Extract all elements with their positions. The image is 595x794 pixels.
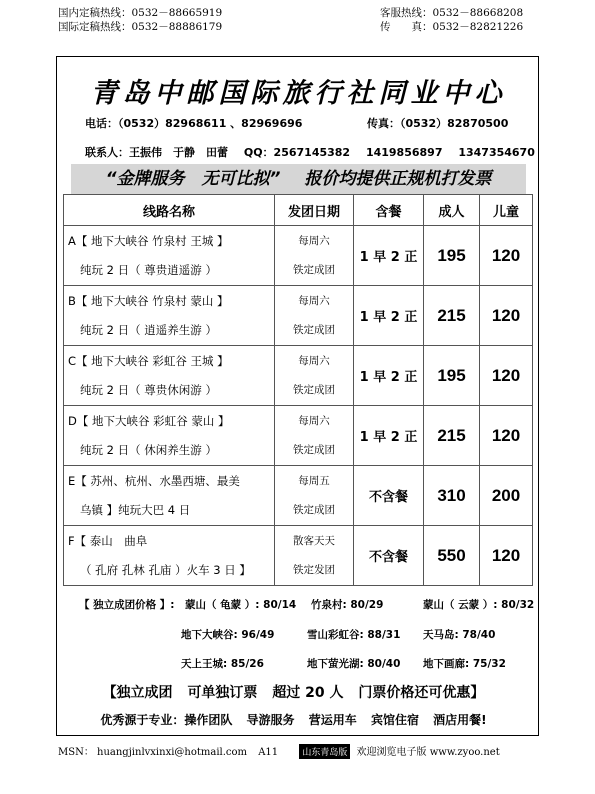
price-wangcheng: 天上王城: 85/26	[181, 658, 264, 670]
table-header-row	[64, 195, 533, 226]
promo-item: 可单独订票	[187, 685, 258, 701]
promo-item: 门票价格还可优惠】	[358, 685, 485, 701]
msn-contact: MSN： huangjinlvxinxi@hotmail.com	[58, 747, 248, 758]
table-row	[64, 406, 533, 466]
adult-price: 195	[424, 226, 480, 286]
service-hotline: 客服热线：0532－88668208	[380, 7, 524, 19]
meals: 不含餐	[354, 526, 424, 586]
advantage-item: 酒店用餐!	[433, 713, 487, 727]
departure: 每周六 铁定成团	[275, 226, 354, 286]
child-price: 120	[480, 286, 533, 346]
price-mengshan-yunmeng: 蒙山（ 云蒙 ）: 80/32	[423, 599, 535, 611]
child-price: 120	[480, 346, 533, 406]
adult-price: 215	[424, 406, 480, 466]
domestic-hotline: 国内定稿热线：0532－88665919	[58, 7, 223, 19]
price-grand-canyon: 地下大峡谷: 96/49	[181, 629, 275, 641]
route-table	[63, 194, 533, 586]
agency-phone: 电话：（0532）82968611 、82969696	[85, 117, 303, 130]
price-firefly-lake: 地下萤光湖: 80/40	[307, 658, 401, 670]
table-row	[64, 526, 533, 586]
price-tianmadao: 天马岛: 78/40	[423, 629, 496, 641]
header-meals: 含餐	[354, 195, 424, 226]
promo-item: 【独立成团	[102, 685, 173, 701]
header-route-name: 线路名称	[64, 195, 275, 226]
edition-badge: 山东青岛版	[299, 744, 350, 759]
table-row	[64, 226, 533, 286]
departure: 每周六 铁定成团	[275, 406, 354, 466]
route-name: E【 苏州、杭州、水墨西塘、最美 乌镇 】纯玩大巴 4 日	[64, 466, 275, 526]
price-mengshan-guimeng: 蒙山（ 龟蒙 ）: 80/14	[185, 599, 297, 611]
group-price-label: 【 独立成团价格 】:	[79, 599, 175, 611]
header-child: 儿童	[480, 195, 533, 226]
child-price: 120	[480, 406, 533, 466]
contact-people	[85, 144, 547, 160]
fax-hotline: 传 真：0532－82821226	[380, 21, 524, 33]
hotlines-right	[380, 6, 523, 34]
price-zhuquancun: 竹泉村: 80/29	[311, 599, 384, 611]
table-row	[64, 346, 533, 406]
advantage-item: 宾馆住宿	[370, 713, 419, 727]
slogan-invoice: 报价均提供正规机打发票	[304, 169, 492, 189]
departure: 每周五 铁定成团	[275, 466, 354, 526]
page-number: A11	[258, 747, 279, 758]
child-price: 120	[480, 526, 533, 586]
departure: 散客天天 铁定发团	[275, 526, 354, 586]
advantage-item: 优秀源于专业：操作团队	[100, 713, 233, 727]
intl-hotline: 国际定稿热线：0532－88886179	[58, 21, 223, 33]
route-name: B【 地下大峡谷 竹泉村 蒙山 】 纯玩 2 日（ 逍遥养生游 ）	[64, 286, 275, 346]
advantage-item: 导游服务	[246, 713, 295, 727]
adult-price: 215	[424, 286, 480, 346]
advantages-line	[57, 711, 540, 728]
meals: 1 早 2 正	[354, 406, 424, 466]
agency-fax: 传真：（0532）82870500	[367, 117, 509, 130]
ad-frame	[56, 56, 539, 736]
adult-price: 195	[424, 346, 480, 406]
adult-price: 310	[424, 466, 480, 526]
meals: 不含餐	[354, 466, 424, 526]
price-gallery: 地下画廊: 75/32	[423, 658, 506, 670]
table-row	[64, 466, 533, 526]
adult-price: 550	[424, 526, 480, 586]
contact-names: 联系人：王振伟 于静 田蕾	[85, 146, 228, 159]
qq-1: QQ：2567145382	[243, 146, 351, 159]
price-rainbow-valley: 雪山彩虹谷: 88/31	[307, 629, 401, 641]
route-name: D【 地下大峡谷 彩虹谷 蒙山 】 纯玩 2 日（ 休闲养生游 ）	[64, 406, 275, 466]
advantage-item: 营运用车	[308, 713, 357, 727]
qq-3: 1347354670	[458, 146, 535, 159]
meals: 1 早 2 正	[354, 226, 424, 286]
route-name: C【 地下大峡谷 彩虹谷 王城 】 纯玩 2 日（ 尊贵休闲游 ）	[64, 346, 275, 406]
website-link[interactable]: 欢迎浏览电子版 www.zyoo.net	[356, 747, 500, 758]
meals: 1 早 2 正	[354, 346, 424, 406]
table-row	[64, 286, 533, 346]
child-price: 200	[480, 466, 533, 526]
header-departure: 发团日期	[275, 195, 354, 226]
child-price: 120	[480, 226, 533, 286]
slogan-quote: “金牌服务 无可比拟”	[105, 169, 281, 189]
slogan-banner	[71, 164, 526, 194]
route-name: A【 地下大峡谷 竹泉村 王城 】 纯玩 2 日（ 尊贵逍遥游 ）	[64, 226, 275, 286]
qq-2: 1419856897	[365, 146, 443, 159]
page-footer	[58, 743, 500, 759]
agency-title: 青岛中邮国际旅行社同业中心	[90, 78, 507, 109]
promo-item: 超过 20 人	[272, 685, 344, 701]
header-adult: 成人	[424, 195, 480, 226]
meals: 1 早 2 正	[354, 286, 424, 346]
departure: 每周六 铁定成团	[275, 346, 354, 406]
promo-line	[57, 682, 540, 702]
departure: 每周六 铁定成团	[275, 286, 354, 346]
hotlines-left	[58, 6, 222, 34]
route-name: F【 泰山 曲阜 （ 孔府 孔林 孔庙 ）火车 3 日 】	[64, 526, 275, 586]
